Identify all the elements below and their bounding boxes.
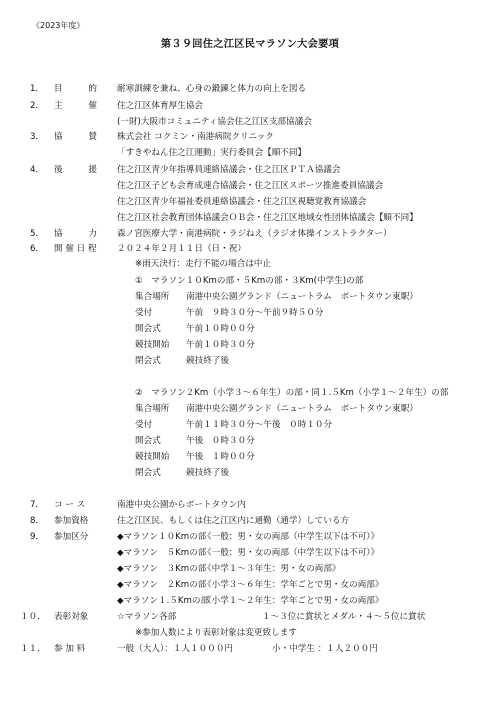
rain-note: ※雨天決行：走行不能の場合は中止 [135,259,272,269]
schedule-label: 競技開始 [135,340,170,350]
item-number: 7． [29,500,44,510]
item-number: 8． [29,516,44,526]
backing-line: 住之江区社会教育団体協議会ＯＢ会・住之江区地域女性団体協議会【順不同】 [117,213,418,223]
schedule-value: 午前１０時３０分 [186,340,255,350]
schedule-label: 開会式 [135,324,161,334]
backing-line: 住之江区青少年指導員連絡協議会・住之江区ＰＴＡ協議会 [117,165,341,175]
schedule-value: 午前１０時００分 [186,324,255,334]
category-desc: 《小学１～２年生：学年ごとで男・女の両部》 [203,596,384,606]
schedule-value: 午後 ０時３０分 [186,436,255,446]
item-label: 参加区分 [54,532,89,542]
category-name: ◆マラソン ２Kmの部 [117,580,207,590]
schedule-value: 競技終了後 [186,356,229,366]
schedule-value: 南港中央公園グランド（ニュートラム ポートタウン東駅） [186,292,418,302]
backing-line: 住之江区子ども会育成連合協議会・住之江区スポーツ推進委員協議会 [117,181,384,191]
schedule-label: 競技開始 [135,452,170,462]
category-name: ◆マラソン ５Kmの部 [117,548,207,558]
item-label: 開 催 日 程 [54,244,97,254]
schedule-label: 受付 [135,308,153,318]
purpose-text: 耐寒訓練を兼ね、心身の鍛錬と体力の向上を図る [117,84,307,94]
eligibility-text: 住之江区民、もしくは住之江区内に通勤（通学）している方 [117,516,350,526]
item-number: 3． [29,132,44,142]
item-label: 主 催 [54,101,97,111]
fiscal-year: 《2023年度》 [32,21,85,30]
schedule-label: 集合場所 [135,292,170,302]
category-desc: 《一般：男・女の両部（中学生以下は不可）》 [203,532,380,542]
schedule-value: 南港中央公園グランド（ニュートラム ポートタウン東駅） [186,404,418,414]
item-number: 5． [29,229,44,239]
category-name: ◆マラソン１.５Kmの部 [117,596,210,606]
schedule-value: 午前 ９時３０分～午前９時５０分 [186,308,324,318]
item-label: 参 加 料 [54,644,86,654]
awards-note: ※参加人数により表彰対象は変更致します [135,628,297,638]
schedule-label: 閉会式 [135,356,161,366]
schedule-label: 開会式 [135,436,161,446]
support-line: 「すきやねん住之江運動」実行委員会【順不同】 [117,148,307,158]
item-label: 協 賛 [54,132,97,142]
item-number: １１． [20,644,46,654]
page-title: 第３９回住之江区民マラソン大会要項 [160,39,340,50]
support-line: 株式会社 コクミン・南港病院クリニック [117,132,274,142]
item-number: 9． [29,532,44,542]
part2-heading: ② マラソン２Km（小学３～６年生）の部・同１.５Km（小学１～２年生）の部 [135,388,449,398]
schedule-label: 閉会式 [135,468,161,478]
schedule-label: 受付 [135,420,153,430]
item-label: 目 的 [54,84,97,94]
item-number: 6． [29,244,44,254]
item-number: 4． [29,165,44,175]
category-name: ◆マラソン ３Kmの部 [117,564,207,574]
course-text: 南港中央公園からポートタウン内 [117,500,246,510]
item-number: 2． [29,101,44,111]
schedule-value: 午前１１時３０分～午後 ０時１０分 [186,420,333,430]
item-number: 1． [29,84,44,94]
awards-text: １～３位に賞状とメダル・４～５位に賞状 [262,612,426,622]
schedule-label: 集合場所 [135,404,170,414]
backing-line: 住之江区青少年福祉委員連絡協議会・住之江区視聴覚教育協議会 [117,197,367,207]
host-line: (一財)大阪市コミュニティ協会住之江区支部協議会 [117,117,312,127]
fee-student: 小・中学生 ：１人２００円 [272,644,378,654]
schedule-value: 競技終了後 [186,468,229,478]
item-label: 協 力 [54,229,97,239]
item-label: 後 援 [54,165,97,175]
item-label: 参加資格 [54,516,89,526]
category-name: ◆マラソン１０Kmの部 [117,532,207,542]
host-line: 住之江区体育厚生協会 [117,101,203,111]
category-desc: 《中学１～３年生：男・女の両部》 [203,564,341,574]
cooperation-text: 森ノ宮医療大学・南港病院・ラジねえ（ラジオ体操インストラクター） [117,229,392,239]
category-desc: 《小学３～６年生：学年ごとで男・女の両部》 [203,580,384,590]
event-date: ２０２４年２月１１日（日・祝） [117,244,246,254]
schedule-value: 午後 １時００分 [186,452,255,462]
item-label: 表彰対象 [54,612,89,622]
category-desc: 《一般：男・女の両部（中学生以下は不可）》 [203,548,380,558]
item-label: コ ー ス [54,500,86,510]
item-number: １０． [20,612,46,622]
part1-heading: ① マラソン１０Kmの部・５Kmの部・３Km(中学生)の部 [135,276,364,286]
fee-general: 一般（大人）：１人１０００円 [117,644,234,654]
awards-category: ☆マラソン各部 [117,612,177,622]
